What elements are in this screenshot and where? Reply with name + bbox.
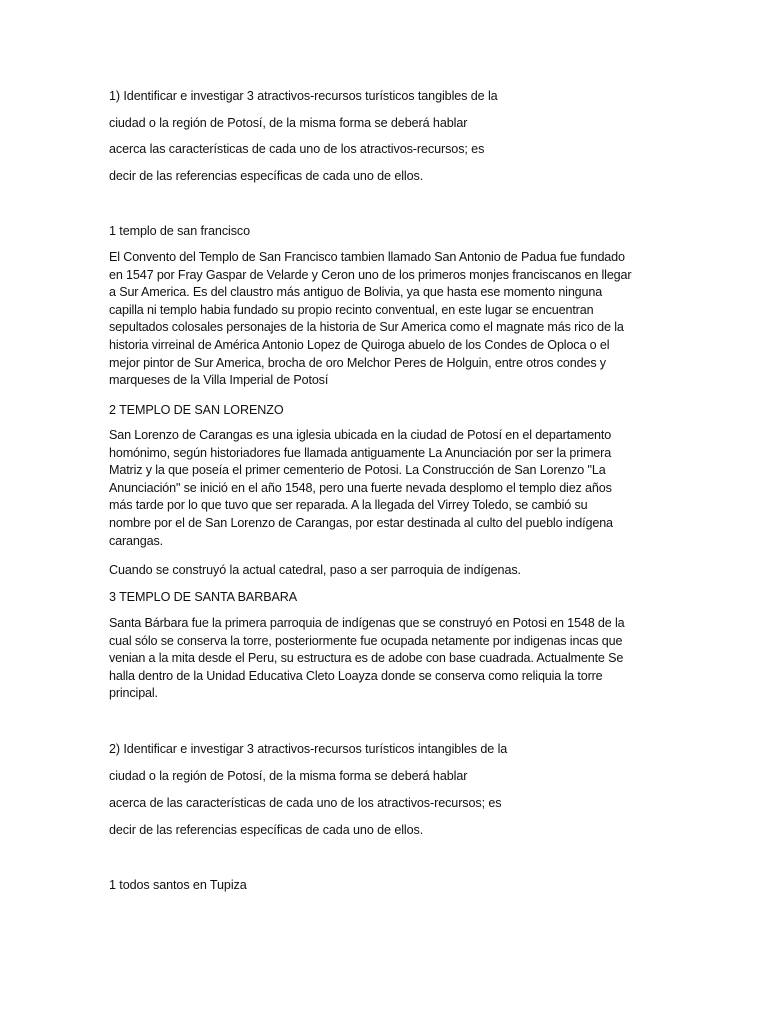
paragraph-line: nombre por el de San Lorenzo de Carangas, por estar destinada al culto del pueblo indígena	[109, 515, 613, 530]
paragraph-line: marqueses de la Villa Imperial de Potosí	[109, 373, 329, 388]
paragraph-catedral-note: Cuando se construyó la actual catedral, paso a ser parroquia de indígenas.	[109, 563, 521, 577]
paragraph-line: principal.	[109, 686, 158, 701]
paragraph-line: cual sólo se conserva la torre, posteriormente fue ocupada netamente por indigenas incas que	[109, 633, 623, 648]
paragraph-line: a Sur America. Es del claustro más antiguo de Bolivia, ya que hasta ese momento ninguna	[109, 285, 603, 300]
paragraph-line: San Lorenzo de Carangas es una iglesia ubicada en la ciudad de Potosí en el departamento	[109, 428, 612, 442]
paragraph-line: halla dentro de la Unidad Educativa Cleto Loayza donde se conserva como reliquia la torre	[109, 668, 603, 683]
question-2-line-1: 2) Identificar e investigar 3 atractivos-recursos turísticos intangibles de la	[109, 742, 508, 756]
paragraph-line: mejor pintor de Sur America, brocha de oro Melchor Peres de Holguin, entre otros condes y	[109, 355, 606, 370]
paragraph-santa-barbara	[109, 615, 654, 703]
question-1-line-2: ciudad o la región de Potosí, de la misma forma se deberá hablar	[109, 116, 468, 130]
paragraph-line: capilla ni templo habia fundado su propio recinto conventual, en este lugar se encuentran	[109, 302, 594, 317]
paragraph-line: Matriz y la que poseía el primer cementerio de Potosi. La Construcción de San Lorenzo "La	[109, 463, 606, 478]
question-2-line-4: decir de las referencias específicas de cada uno de ellos.	[109, 823, 424, 837]
paragraph-line: El Convento del Templo de San Francisco tambien llamado San Antonio de Padua fue fundado	[109, 250, 625, 264]
question-1-line-3: acerca las características de cada uno de los atractivos-recursos; es	[109, 142, 485, 156]
question-1-line-4: decir de las referencias específicas de cada uno de ellos.	[109, 169, 424, 183]
question-1-line-1: 1) Identificar e investigar 3 atractivos-recursos turísticos tangibles de la	[109, 89, 498, 103]
paragraph-line: venian a la mita desde el Peru, su estructura es de adobe con base cuadrada. Actualmente Se	[109, 651, 624, 666]
paragraph-line: carangas.	[109, 533, 163, 548]
paragraph-line: sepultados colosales personajes de la historia de Sur America como el magnate más rico de la	[109, 320, 624, 335]
question-2-line-3: acerca de las características de cada uno de los atractivos-recursos; es	[109, 796, 502, 810]
paragraph-san-francisco	[109, 249, 654, 390]
section-heading-todos-santos: 1 todos santos en Tupiza	[109, 878, 247, 892]
paragraph-line: homónimo, según historiadores fue llamada antiguamente La Anunciación por ser la primera	[109, 445, 612, 460]
question-2-line-2: ciudad o la región de Potosí, de la misma forma se deberá hablar	[109, 769, 468, 783]
section-heading-san-lorenzo: 2 TEMPLO DE SAN LORENZO	[109, 403, 284, 417]
paragraph-line: Santa Bárbara fue la primera parroquia de indígenas que se construyó en Potosi en 1548 de la	[109, 616, 625, 630]
paragraph-line: Anunciación" se inició en el año 1548, pero una fuerte nevada desplomo el templo diez años	[109, 480, 612, 495]
section-heading-san-francisco: 1 templo de san francisco	[109, 224, 251, 238]
paragraph-line: más tarde por lo que tuvo que ser reparada. A la llegada del Virrey Toledo, se cambió su	[109, 498, 588, 513]
paragraph-line: historia virreinal de América Antonio Lopez de Quiroga abuelo de los Condes de Oploca o el	[109, 337, 610, 352]
paragraph-line: en 1547 por Fray Gaspar de Velarde y Ceron uno de los primeros monjes franciscanos en llegar	[109, 267, 632, 282]
section-heading-santa-barbara: 3 TEMPLO DE SANTA BARBARA	[109, 590, 298, 604]
paragraph-san-lorenzo	[109, 427, 654, 550]
